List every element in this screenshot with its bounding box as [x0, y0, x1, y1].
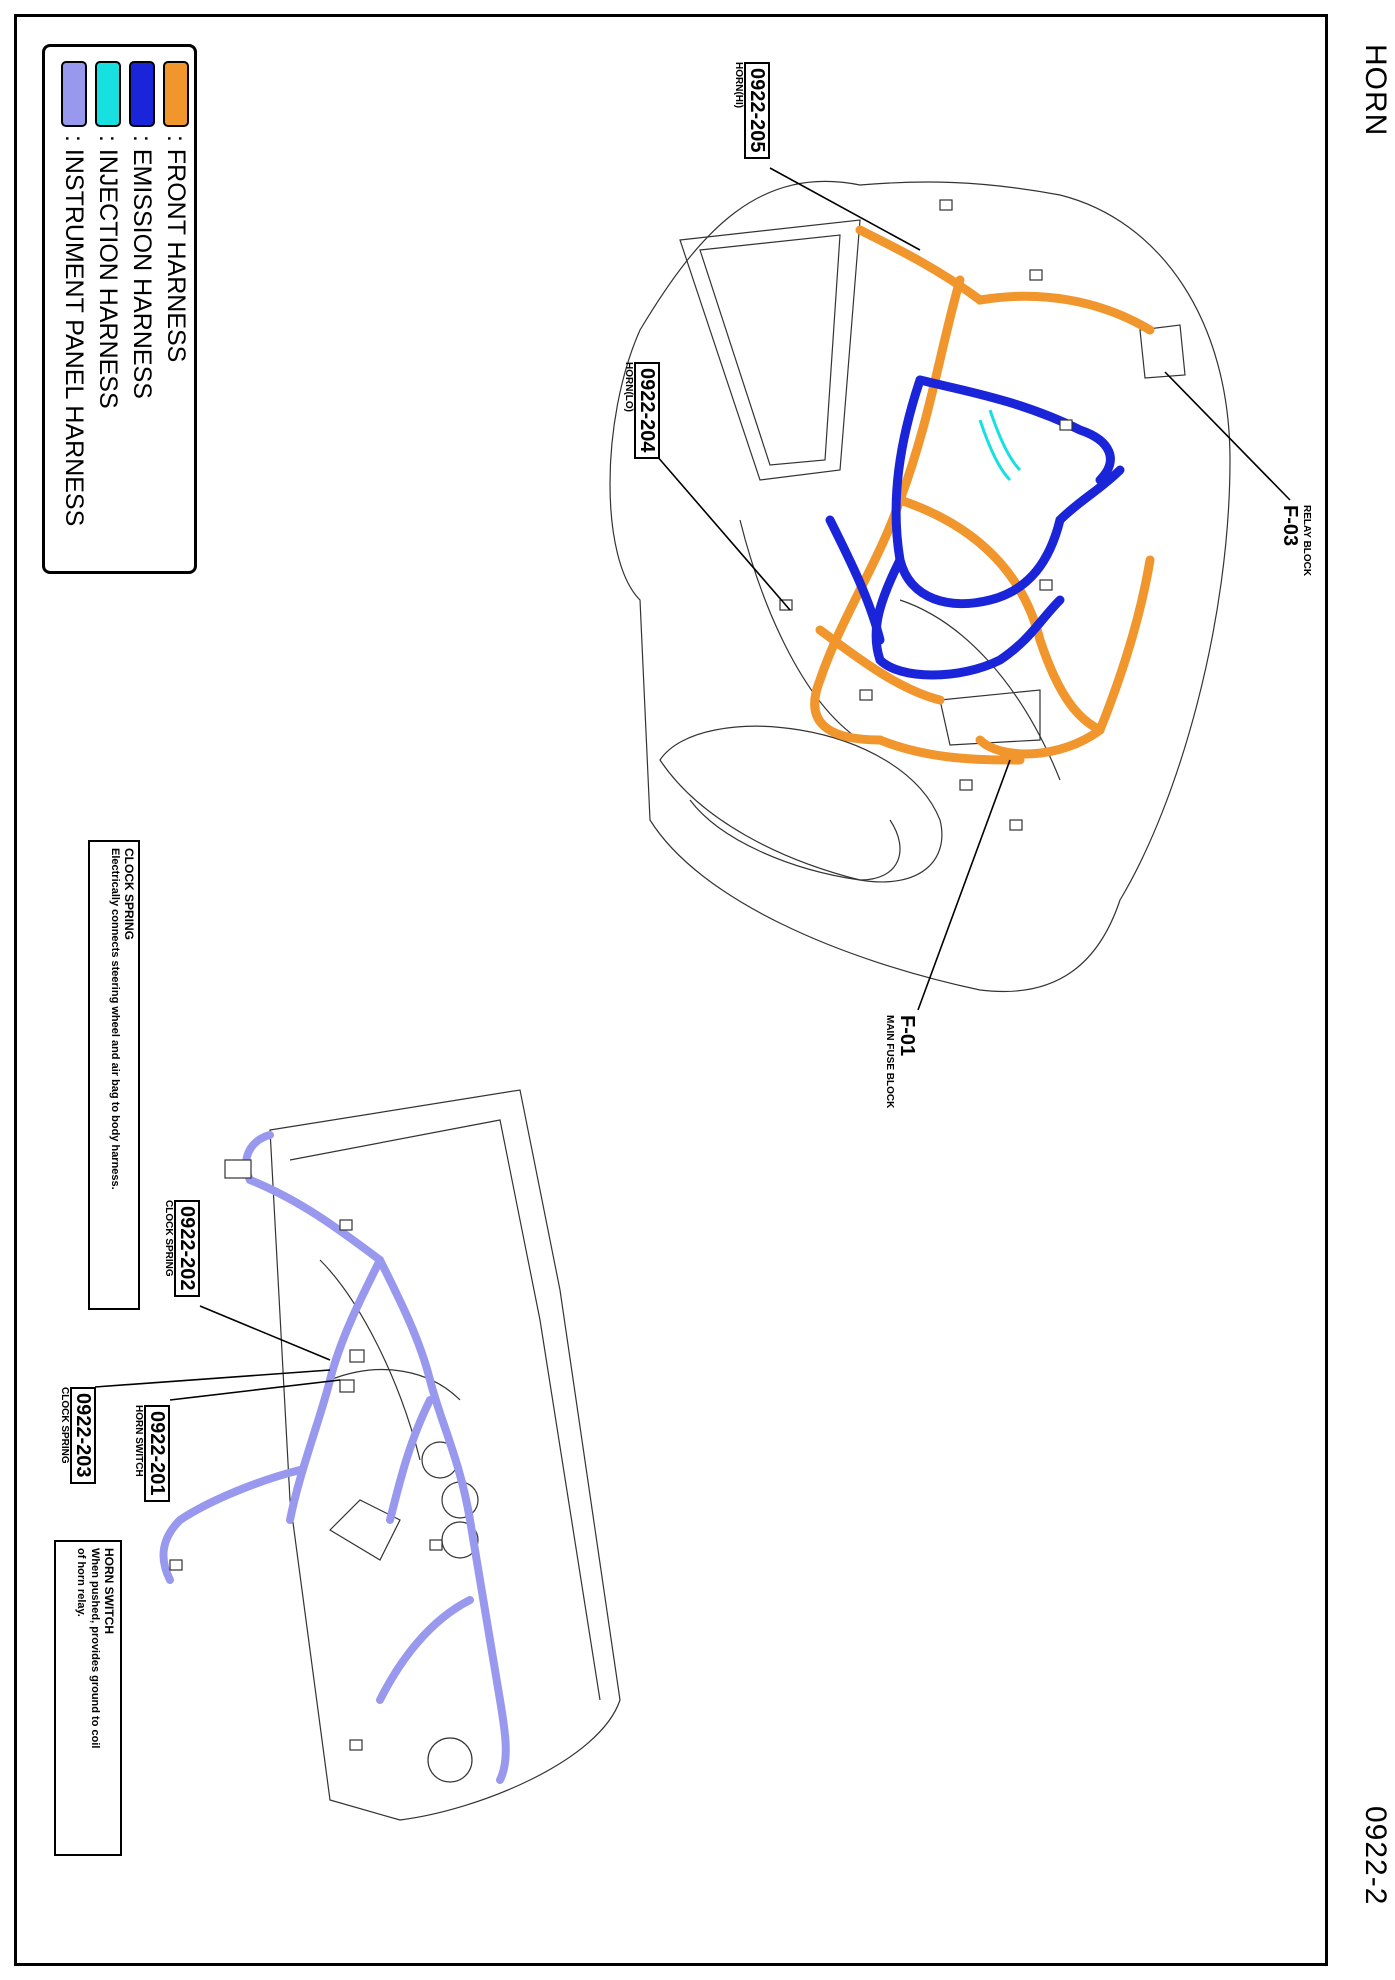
- legend-label: : INSTRUMENT PANEL HARNESS: [60, 135, 89, 527]
- callout-id: 0922-203: [70, 1387, 96, 1484]
- fuse-block-name: RELAY BLOCK: [1301, 505, 1312, 577]
- callout-id: 0922-202: [174, 1200, 200, 1297]
- callout-0922-203: [59, 1387, 96, 1484]
- fuse-block-id: F-03: [1279, 505, 1301, 547]
- callout-0922-202: [163, 1200, 200, 1297]
- fuse-block-f03: [1278, 505, 1312, 576]
- note-title: CLOCK SPRING: [122, 848, 136, 941]
- injection-harness-wiring: [980, 410, 1020, 480]
- front-harness-wiring: [815, 230, 1150, 760]
- page-number: 0922-2: [1359, 1806, 1392, 1906]
- callout-name: HORN(HI): [733, 62, 744, 109]
- legend-label: : EMISSION HARNESS: [128, 135, 157, 399]
- callout-0922-204: [623, 362, 660, 459]
- page-title: HORN: [1359, 44, 1392, 137]
- note-title: HORN SWITCH: [102, 1548, 116, 1634]
- fuse-block-f01: [884, 1015, 918, 1108]
- callout-name: CLOCK SPRING: [163, 1200, 174, 1277]
- legend-label: : INJECTION HARNESS: [94, 135, 123, 409]
- legend-label: : FRONT HARNESS: [162, 135, 191, 363]
- fuse-block-name: MAIN FUSE BLOCK: [884, 1015, 895, 1109]
- horn-switch-note: [54, 1540, 122, 1856]
- note-text: of horn relay.: [75, 1548, 87, 1617]
- callout-id: 0922-205: [744, 62, 770, 159]
- emission-harness-wiring: [830, 380, 1120, 675]
- callout-name: HORN(LO): [623, 362, 634, 412]
- note-text: Electrically connects steering wheel and air bag to body harness.: [109, 848, 121, 1190]
- fuse-block-id: F-01: [896, 1015, 918, 1057]
- callout-name: HORN SWITCH: [133, 1405, 144, 1477]
- clock-spring-note: [88, 840, 140, 1310]
- callout-id: 0922-201: [144, 1405, 170, 1502]
- callout-id: 0922-204: [634, 362, 660, 459]
- instrument-panel-harness-wiring: [163, 1135, 505, 1780]
- instrument-panel-drawing: [270, 1090, 620, 1820]
- note-text: When pushed, provides ground to coil: [89, 1548, 101, 1749]
- callout-0922-201: [133, 1405, 170, 1502]
- callout-name: CLOCK SPRING: [59, 1387, 70, 1464]
- callout-0922-205: [733, 62, 770, 159]
